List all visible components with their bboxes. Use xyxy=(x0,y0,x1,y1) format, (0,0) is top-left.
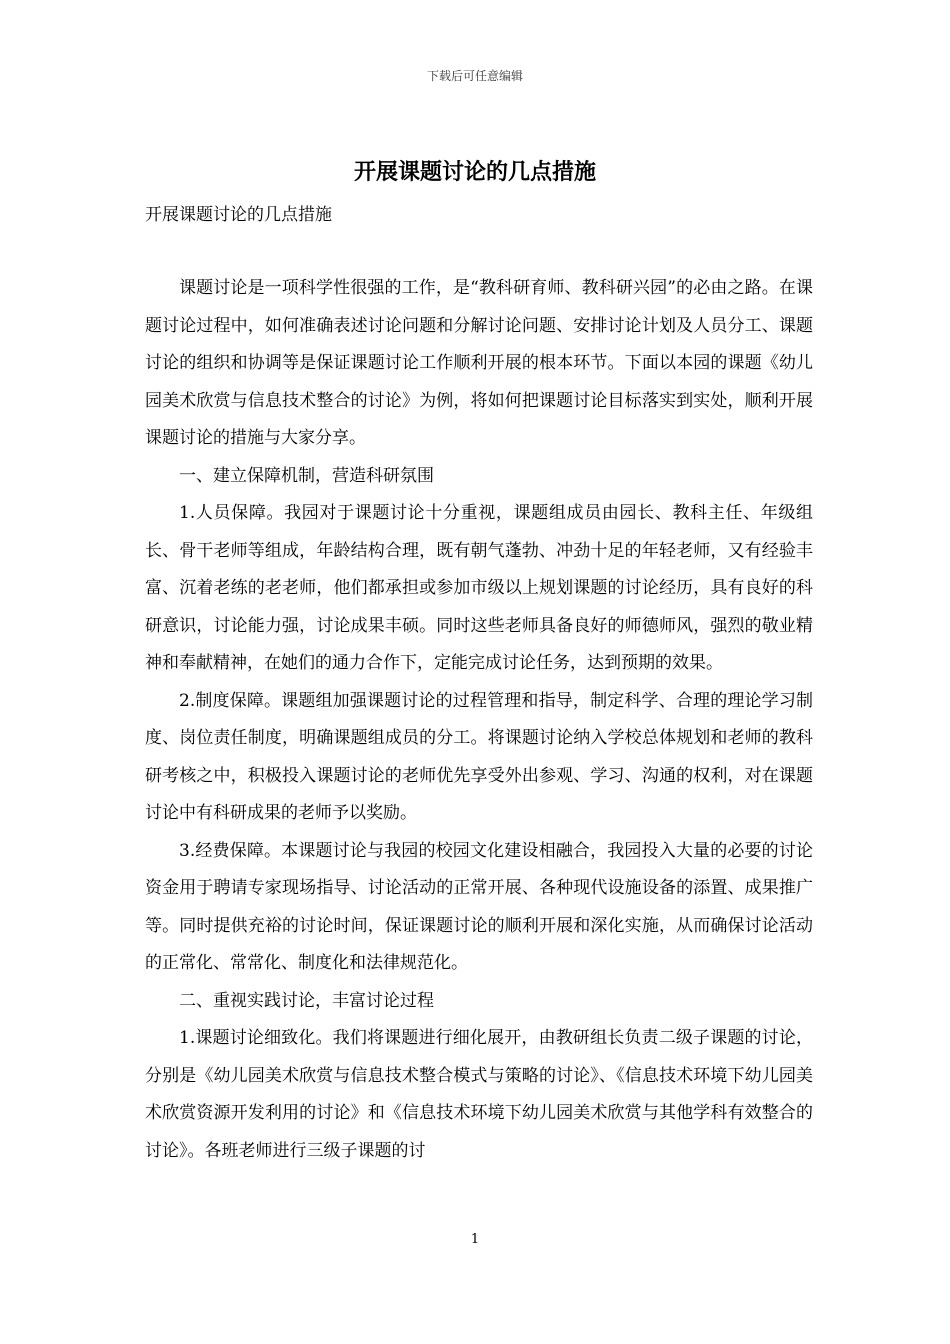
section-heading-1: 一、建立保障机制，营造科研氛围 xyxy=(179,465,434,486)
paragraph-funding: 3.经费保障。本课题讨论与我园的校园文化建设相融合，我园投入大量的必要的讨论资金用于聘请专家现场指导、讨论活动的正常开展、各种现代设施设备的添置、成果推广等。同时提供充裕的讨论时间，保证课题讨论的顺利开展和深化实施，从而确保讨论活动的正常化、常常化、制度化和法律规范化。 xyxy=(145,840,813,973)
paragraph-system: 2.制度保障。课题组加强课题讨论的过程管理和指导，制定科学、合理的理论学习制度、岗位责任制度，明确课题组成员的分工。将课题讨论纳入学校总体规划和老师的教科研考核之中，积极投入课题讨论的老师优先享受外出参观、学习、沟通的权利，对在课题讨论中有科研成果的老师予以奖励。 xyxy=(145,690,813,823)
paragraph-personnel: 1.人员保障。我园对于课题讨论十分重视，课题组成员由园长、教科主任、年级组长、骨干老师等组成，年龄结构合理，既有朝气蓬勃、冲劲十足的年轻老师，又有经验丰富、沉着老练的老老师，他们都承担或参加市级以上规划课题的讨论经历，具有良好的科研意识，讨论能力强，讨论成果丰硕。同时这些老师具备良好的师德师风，强烈的敬业精神和奉献精神，在她们的通力合作下，定能完成讨论任务，达到预期的效果。 xyxy=(145,503,813,673)
document-subtitle: 开展课题讨论的几点措施 xyxy=(145,205,332,225)
page-header-note: 下载后可任意编辑 xyxy=(426,69,523,83)
document-title: 开展课题讨论的几点措施 xyxy=(353,159,596,185)
paragraph-intro: 课题讨论是一项科学性很强的工作，是“教科研育师、教科研兴园”的必由之路。在课题讨论过程中，如何准确表述讨论问题和分解讨论问题、安排讨论计划及人员分工、课题讨论的组织和协调等是保证课题讨论工作顺利开展的根本环节。下面以本园的课题《幼儿园美术欣赏与信息技术整合的讨论》为例，将如何把课题讨论目标落实到实处，顺利开展课题讨论的措施与大家分享。 xyxy=(145,278,813,448)
paragraph-refinement: 1.课题讨论细致化。我们将课题进行细化展开，由教研组长负责二级子课题的讨论，分别是《幼儿园美术欣赏与信息技术整合模式与策略的讨论》、《信息技术环境下幼儿园美术欣赏资源开发利用的讨论》和《信息技术环境下幼儿园美术欣赏与其他学科有效整合的讨论》。各班老师进行三级子课题的讨 xyxy=(145,1028,813,1161)
section-heading-2: 二、重视实践讨论，丰富讨论过程 xyxy=(179,990,434,1011)
page-number: 1 xyxy=(470,1232,480,1247)
document-body xyxy=(145,270,813,1170)
